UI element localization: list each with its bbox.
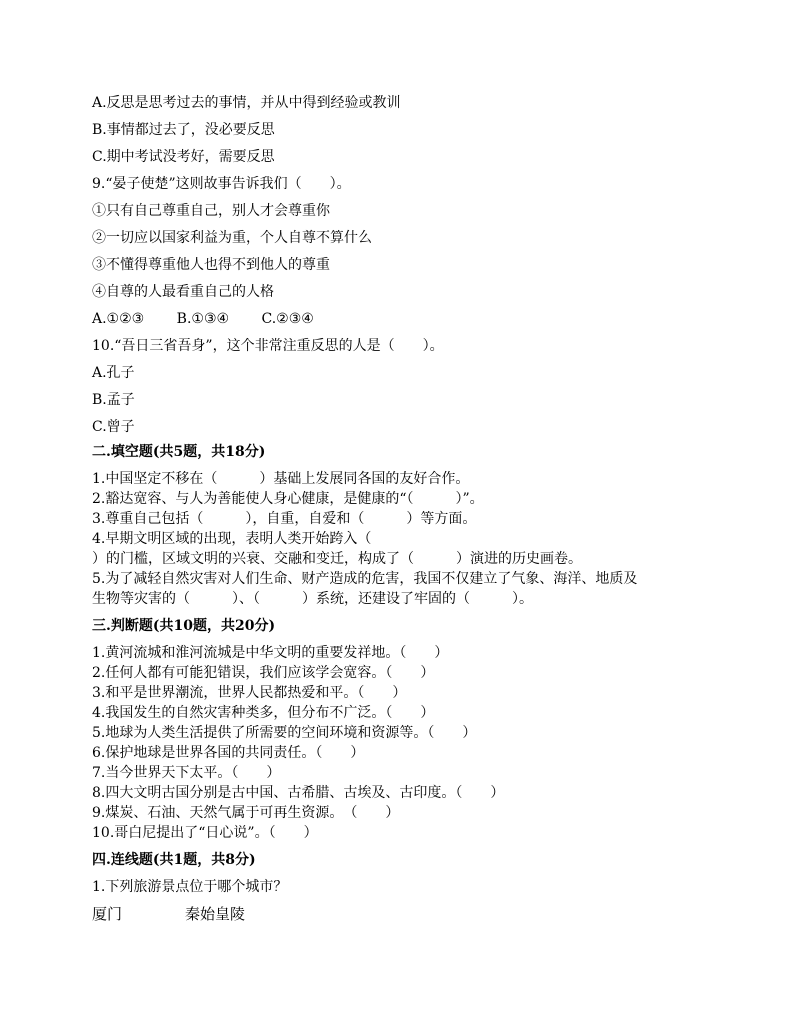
judge-1: 1.黄河流城和淮河流城是中华文明的重要发祥地。（ ） [92,645,449,661]
q10-option-b: B.孟子 [92,392,135,408]
q9-item-1: ①只有自己尊重自己，别人才会尊重你 [92,203,330,219]
fill-blank-4b: ）的门槛，区域文明的兴衰、交融和变迁，构成了（ ）演进的历史画卷。 [92,551,582,567]
matching-question: 1.下列旅游景点位于哪个城市？ [92,879,288,895]
section2-heading: 二.填空题(共5题，共18分) [92,444,266,460]
judge-5: 5.地球为人类生活提供了所需要的空间环境和资源等。（ ） [92,725,477,741]
judge-7: 7.当今世界天下太平。（ ） [92,765,281,781]
section3-heading: 三.判断题(共10题，共20分) [92,618,276,634]
judge-4: 4.我国发生的自然灾害种类多，但分布不广泛。（ ） [92,705,435,721]
fill-blank-3: 3.尊重自己包括（ ），自重，自爱和（ ）等方面。 [92,511,477,527]
fill-blank-5b: 生物等灾害的（ ）、（ ）系统，还建设了牢固的（ ）。 [92,591,533,607]
q8-option-a: A.反思是思考过去的事情，并从中得到经验或教训 [92,95,401,111]
fill-blank-5a: 5.为了减轻自然灾害对人们生命、财产造成的危害，我国不仅建立了气象、海洋、地质及 [92,571,638,587]
matching-right-item: 秦始皇陵 [185,905,246,923]
q10-option-a: A.孔子 [92,365,135,381]
judge-8: 8.四大文明古国分别是古中国、古希腊、古埃及、古印度。（ ） [92,785,505,801]
q9-stem: 9.“晏子使楚”这则故事告诉我们（ ）。 [92,176,351,192]
q10-stem: 10.“吾日三省吾身”，这个非常注重反思的人是（ ）。 [92,338,444,354]
matching-left-item: 厦门 [92,905,123,923]
judge-2: 2.任何人都有可能犯错误，我们应该学会宽容。（ ） [92,665,435,681]
judge-10: 10.哥白尼提出了“日心说”。（ ） [92,825,318,841]
fill-blank-2: 2.豁达宽容、与人为善能使人身心健康，是健康的“（ ）”。 [92,491,484,507]
judge-3: 3.和平是世界潮流，世界人民都热爱和平。（ ） [92,685,407,701]
q9-item-3: ③不懂得尊重他人也得不到他人的尊重 [92,257,330,273]
section4-heading: 四.连线题(共1题，共8分) [92,852,256,868]
judge-6: 6.保护地球是世界各国的共同责任。（ ） [92,745,365,761]
q9-choices: A.①②③ B.①③④ C.②③④ [92,311,314,327]
fill-blank-4a: 4.早期文明区域的出现，表明人类开始跨入（ [92,531,372,547]
judge-9: 9.煤炭、石油、天然气属于可再生资源。 （ ） [92,805,400,821]
fill-blank-1: 1.中国坚定不移在（ ）基础上发展同各国的友好合作。 [92,471,470,487]
q8-option-c: C.期中考试没考好，需要反思 [92,149,275,165]
q9-item-2: ②一切应以国家利益为重，个人自尊不算什么 [92,230,372,246]
q10-option-c: C.曾子 [92,419,135,435]
q8-option-b: B.事情都过去了，没必要反思 [92,122,275,138]
q9-item-4: ④自尊的人最看重自己的人格 [92,284,274,300]
